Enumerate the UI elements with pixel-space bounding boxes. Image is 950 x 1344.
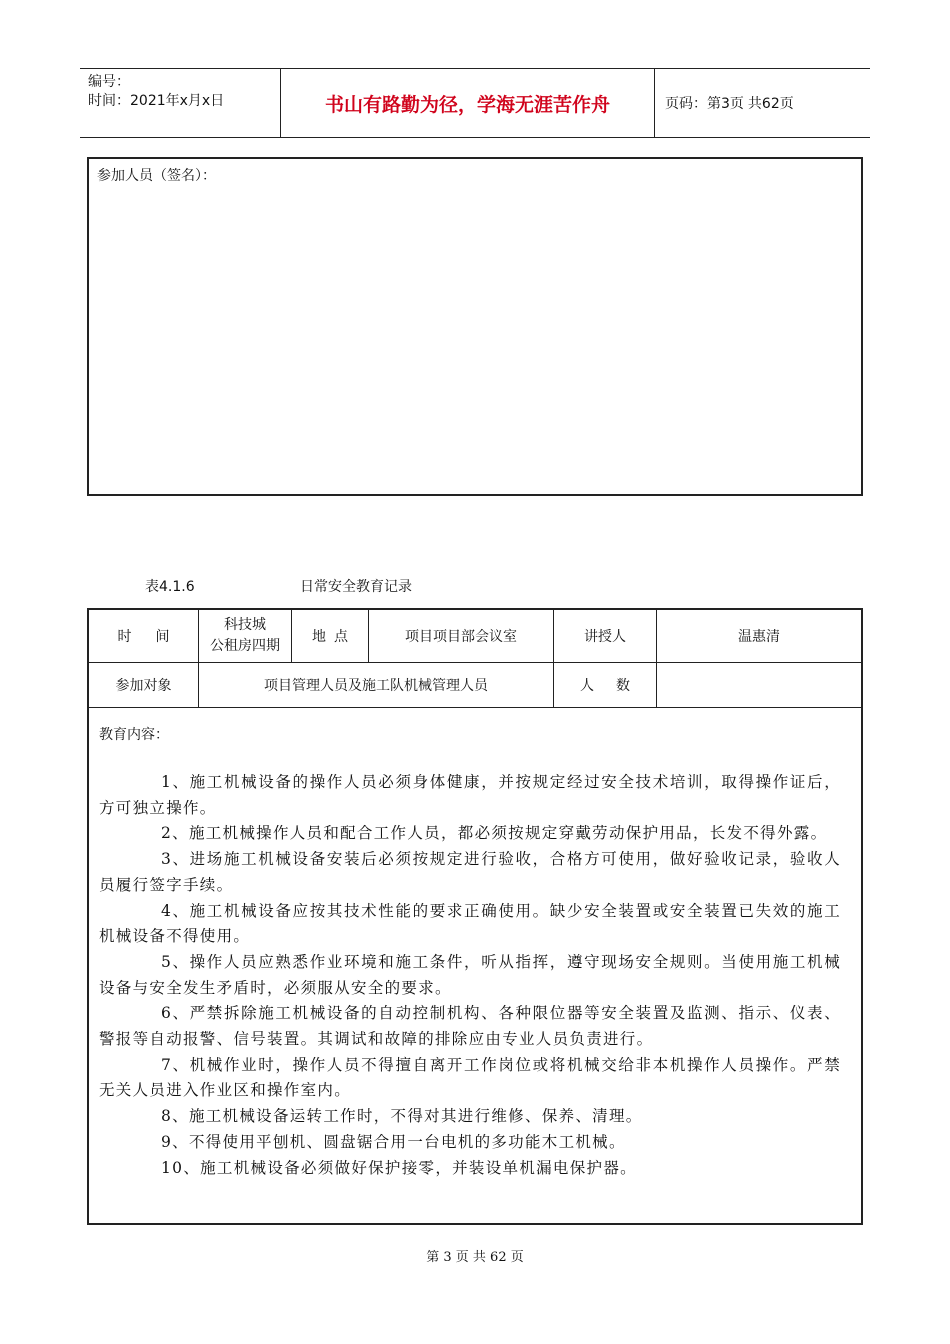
serial-label: 编号：: [88, 74, 130, 90]
table-title: 日常安全教育记录: [300, 579, 412, 595]
list-item: 10、施工机械设备必须做好保护接零，并装设单机漏电保护器。: [161, 1158, 637, 1177]
lecturer-value: 温惠清: [738, 629, 780, 645]
content-label: 教育内容：: [99, 727, 169, 743]
education-content: [89, 708, 861, 1181]
page-label: 页码：第3页: [665, 96, 744, 112]
page-footer: 第 3 页 共 62 页: [426, 1250, 524, 1265]
place-value: 项目项目部会议室: [369, 610, 554, 662]
list-item: 5、操作人员应熟悉作业环境和施工条件，听从指挥，遵守现场安全规则。当使用施工机械设备与安全发生矛盾时，必须服从安全的要求。: [99, 952, 841, 997]
count-label: 人数: [554, 662, 657, 707]
count-value: [657, 662, 861, 707]
list-item: 1、施工机械设备的操作人员必须身体健康，并按规定经过安全技术培训，取得操作证后，方可独立操作。: [99, 773, 841, 817]
total-label: 共62页: [747, 96, 794, 112]
lecturer-label: 讲授人: [554, 610, 657, 662]
list-item: 6、严禁拆除施工机械设备的自动控制机构、各种限位器等安全装置及监测、指示、仪表、警报等自动报警、信号装置。其调试和故障的排除应由专业人员负责进行。: [99, 1004, 841, 1049]
list-item: 3、进场施工机械设备安装后必须按规定进行验收，合格方可使用，做好验收记录，验收人员履行签字手续。: [99, 850, 841, 894]
place-label: 地点: [292, 610, 369, 662]
time-value-line2: 公租房四期: [210, 638, 280, 654]
signature-box: [87, 157, 863, 496]
table-number: 表4.1.6: [145, 579, 195, 595]
time-value: [199, 610, 292, 662]
attendees-label: 参加对象: [89, 662, 199, 707]
page-header: [80, 68, 870, 138]
header-meta: [80, 69, 281, 137]
signature-label: 参加人员（签名）：: [97, 168, 216, 184]
attendees-value: 项目管理人员及施工队机械管理人员: [199, 662, 554, 707]
header-page-info: [655, 69, 870, 137]
time-label: 时间: [89, 610, 199, 662]
list-item: 9、不得使用平刨机、圆盘锯合用一台电机的多功能木工机械。: [161, 1132, 626, 1151]
header-motto: 书山有路勤为径，学海无涯苦作舟: [281, 69, 655, 137]
list-item: 7、机械作业时，操作人员不得擅自离开工作岗位或将机械交给非本机操作人员操作。严禁无关人员进入作业区和操作室内。: [99, 1055, 841, 1100]
table-row: [89, 610, 861, 663]
list-item: 8、施工机械设备运转工作时，不得对其进行维修、保养、清理。: [161, 1107, 643, 1126]
table-row: [89, 662, 861, 708]
time-value-line1: 科技城: [224, 617, 266, 633]
date-label: 时间：2021年x月x日: [88, 93, 225, 109]
list-item: 2、施工机械操作人员和配合工作人员，都必须按规定穿戴劳动保护用品，长发不得外露。: [161, 824, 828, 843]
list-item: 4、施工机械设备应按其技术性能的要求正确使用。缺少安全装置或安全装置已失效的施工机械设备不得使用。: [99, 901, 841, 946]
safety-education-table: [87, 608, 863, 1225]
